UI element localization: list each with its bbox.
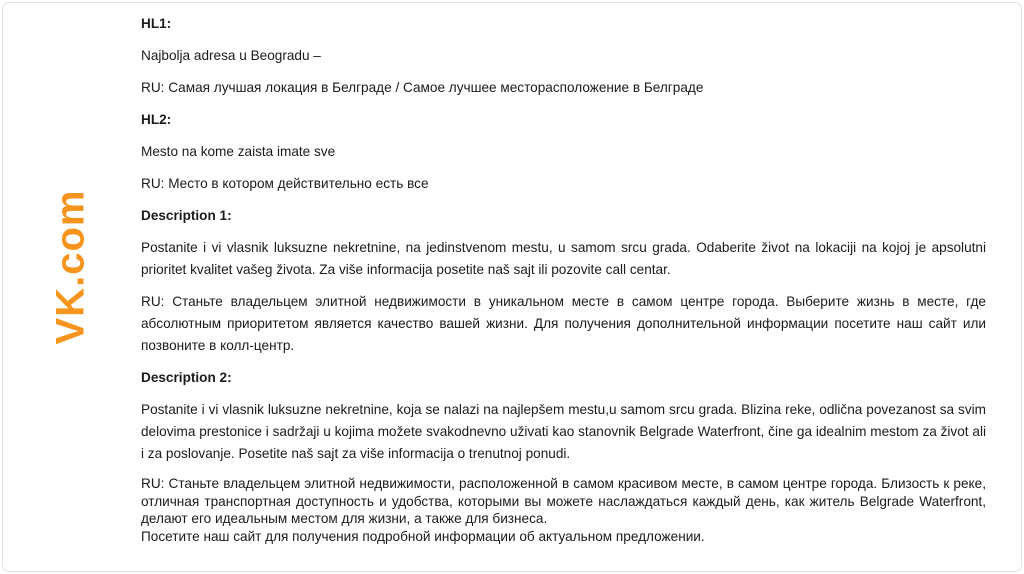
heading-hl2: HL2: xyxy=(141,112,172,127)
description-2-russian-cta: Посетите наш сайт для получения подробной информации об актуальном предложении. xyxy=(141,528,705,544)
hl1-russian-line: RU: Самая лучшая локация в Белграде / Самое лучшее месторасположение в Белграде xyxy=(141,80,704,95)
vk-com-watermark: VK.com xyxy=(48,189,93,345)
heading-description-1: Description 1: xyxy=(141,208,232,223)
description-2-serbian: Postanite i vi vlasnik luksuzne nekretnine, koja se nalazi na najlepšem mestu,u samom srcu grada. Blizina reke, odlična povezanost sa svim delovima prestonice i sadržaji u kojima možete svakodnevno uživati kao stanovnik Belgrade Waterfront, čine ga idealnim mestom za život ali i za poslovanje. Posetite naš sajt za više informacija o trenutnoj ponudi. xyxy=(141,402,986,461)
hl2-serbian-line: Mesto na kome zaista imate sve xyxy=(141,144,336,159)
heading-hl1: HL1: xyxy=(141,16,172,31)
heading-description-2: Description 2: xyxy=(141,370,232,385)
hl1-serbian-line: Najbolja adresa u Beogradu – xyxy=(141,48,321,63)
description-1-serbian: Postanite i vi vlasnik luksuzne nekretnine, na jedinstvenom mestu, u samom srcu grada. Odaberite život na lokaciji na kojoj je apsolutni prioritet kvalitet vašeg života. Za više informacija posetite naš sajt ili pozovite call centar. xyxy=(141,240,986,277)
description-1-russian: RU: Станьте владельцем элитной недвижимости в уникальном месте в самом центре города. Выберите жизнь в месте, где абсолютным приоритетом является качество вашей жизни. Для получения дополнительной информации посетите наш сайт или позвоните в колл-центр. xyxy=(141,294,986,353)
hl2-russian-line: RU: Место в котором действительно есть все xyxy=(141,176,429,191)
slide-text-content xyxy=(141,13,986,555)
description-2-russian: RU: Станьте владельцем элитной недвижимости, расположенной в самом красивом месте, в самом центре города. Близость к реке, отличная транспортная доступность и удобства, которыми вы можете наслаждаться каждый день, как житель Belgrade Waterfront, делают его идеальным местом для жизни, а также для бизнеса. xyxy=(141,476,986,526)
